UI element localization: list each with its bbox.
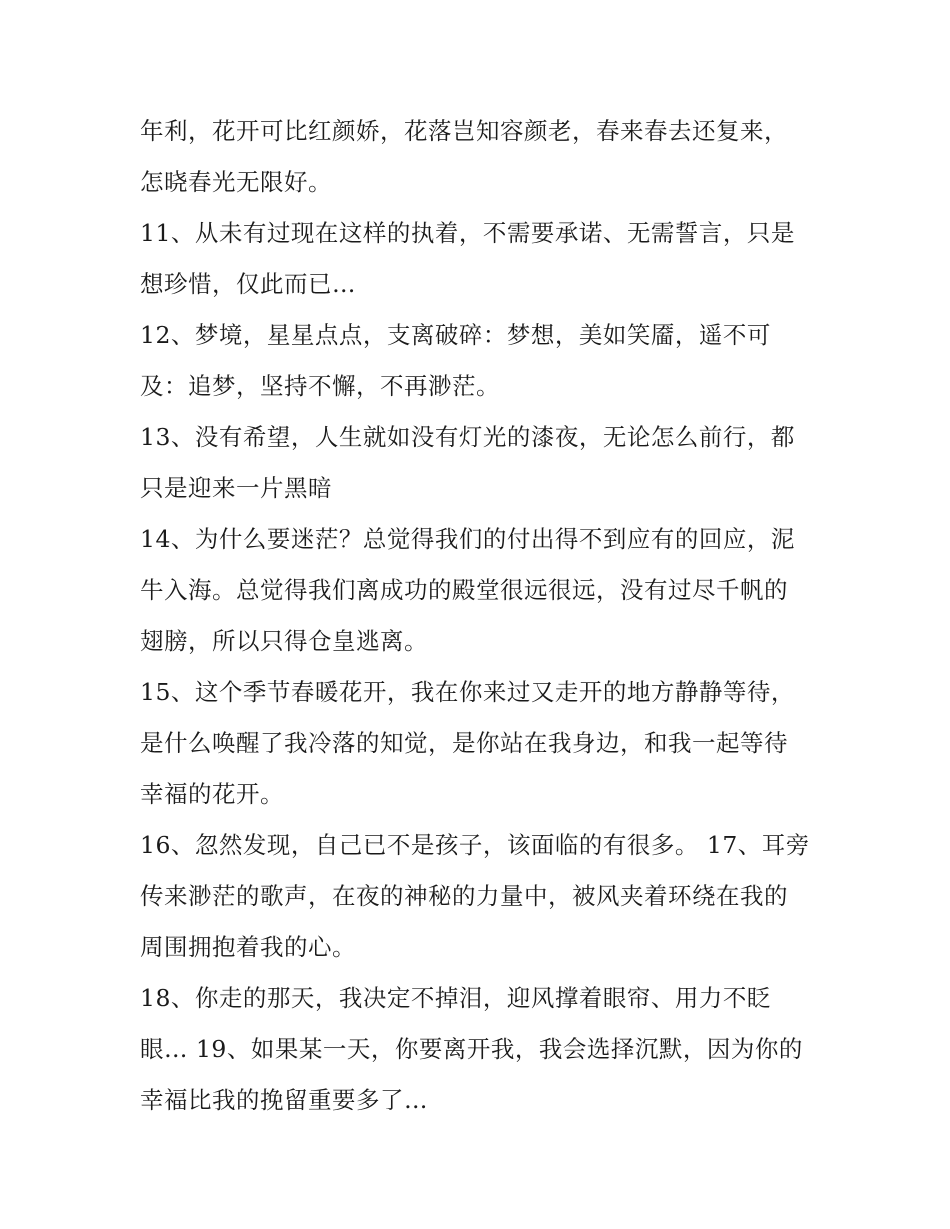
body-text	[140, 106, 830, 1126]
text-line: 12、梦境，星星点点，支离破碎：梦想，美如笑靥，遥不可	[140, 321, 771, 349]
text-line: 牛入海。总觉得我们离成功的殿堂很远很远，没有过尽千帆的	[140, 576, 788, 604]
text-line: 是什么唤醒了我冷落的知觉，是你站在我身边，和我一起等待	[140, 729, 788, 757]
text-line: 11、从未有过现在这样的执着，不需要承诺、无需誓言，只是	[140, 219, 795, 247]
text-line: 翅膀，所以只得仓皇逃离。	[140, 627, 428, 655]
text-line: 15、这个季节春暖花开，我在你来过又走开的地方静静等待，	[140, 678, 795, 706]
text-line: 眼… 19、如果某一天，你要离开我，我会选择沉默，因为你的	[140, 1035, 803, 1063]
text-line: 周围拥抱着我的心。	[140, 933, 356, 961]
text-line: 14、为什么要迷茫？总觉得我们的付出得不到应有的回应，泥	[140, 525, 795, 553]
text-line: 怎晓春光无限好。	[140, 168, 332, 196]
text-line: 16、忽然发现，自己已不是孩子，该面临的有很多。 17、耳旁	[140, 831, 810, 859]
text-line: 13、没有希望，人生就如没有灯光的漆夜，无论怎么前行，都	[140, 423, 795, 451]
text-line: 传来渺茫的歌声，在夜的神秘的力量中，被风夹着环绕在我的	[140, 882, 788, 910]
text-line: 18、你走的那天，我决定不掉泪，迎风撑着眼帘、用力不眨	[140, 984, 771, 1012]
text-line: 想珍惜，仅此而已…	[140, 270, 356, 298]
text-line: 幸福比我的挽留重要多了…	[140, 1086, 428, 1114]
text-line: 幸福的花开。	[140, 780, 284, 808]
text-line: 及：追梦，坚持不懈，不再渺茫。	[140, 372, 500, 400]
text-line: 年利，花开可比红颜娇，花落岂知容颜老，春来春去还复来，	[140, 117, 788, 145]
text-line: 只是迎来一片黑暗	[140, 474, 332, 502]
